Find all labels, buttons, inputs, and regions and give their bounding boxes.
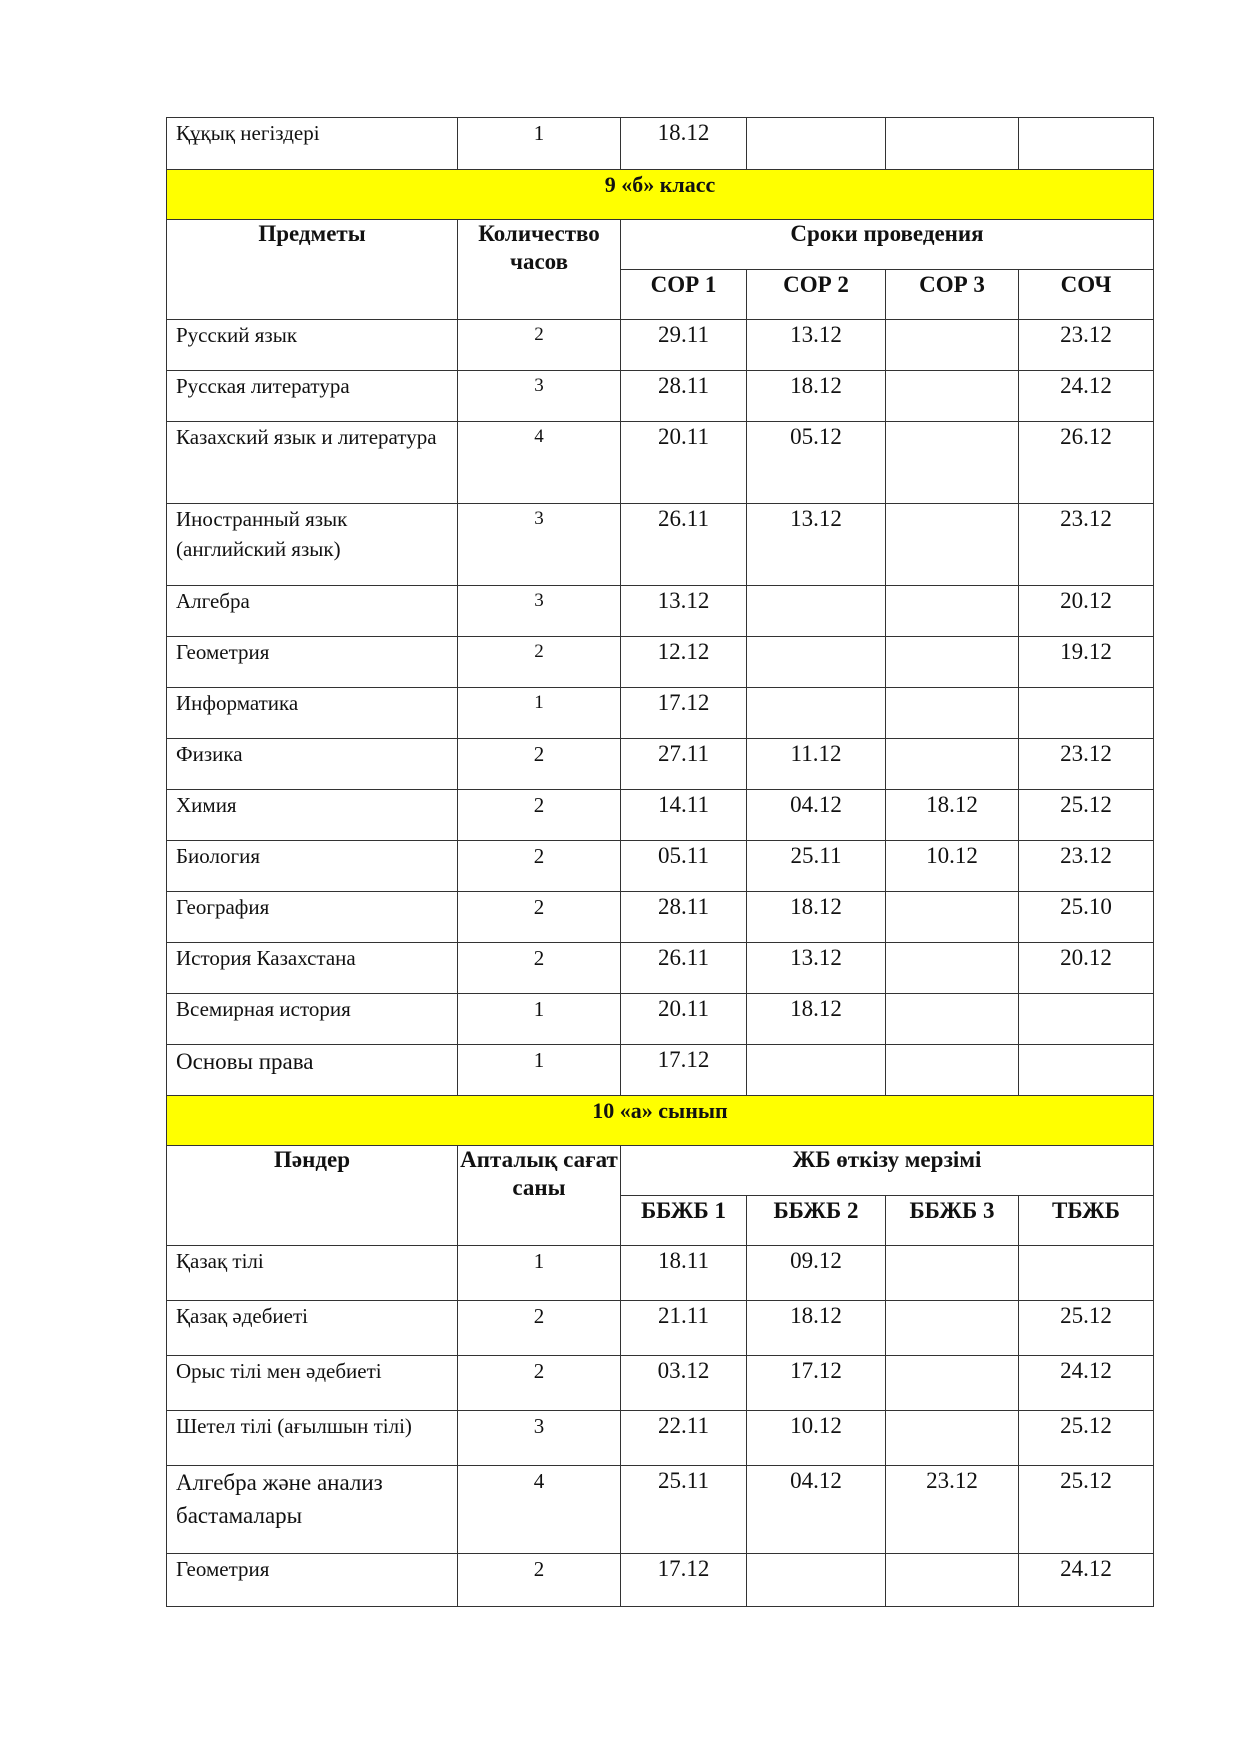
table-row [167, 688, 1154, 739]
date-cell: 17.12 [621, 1045, 747, 1096]
column-header: ББЖБ 3 [886, 1196, 1019, 1246]
date-cell [886, 943, 1019, 994]
hours-cell: 3 [458, 504, 621, 586]
table-row [167, 790, 1154, 841]
date-cell: 24.12 [1019, 371, 1154, 422]
date-cell [886, 371, 1019, 422]
date-cell: 13.12 [747, 504, 886, 586]
date-cell [747, 637, 886, 688]
hours-cell: 2 [458, 320, 621, 371]
date-cell: 13.12 [621, 586, 747, 637]
column-header: СОР 2 [747, 270, 886, 320]
date-cell [747, 586, 886, 637]
date-cell: 05.11 [621, 841, 747, 892]
date-cell [1019, 1045, 1154, 1096]
date-cell [1019, 1246, 1154, 1301]
schedule-table [166, 117, 1154, 1607]
date-cell: 23.12 [886, 1466, 1019, 1554]
date-cell [886, 637, 1019, 688]
date-cell: 13.12 [747, 320, 886, 371]
table-row [167, 118, 1154, 170]
date-cell: 18.11 [621, 1246, 747, 1301]
hours-cell: 1 [458, 1246, 621, 1301]
date-cell [886, 320, 1019, 371]
table-row [167, 739, 1154, 790]
date-cell: 25.11 [747, 841, 886, 892]
hours-cell: 1 [458, 994, 621, 1045]
date-cell: 18.12 [747, 371, 886, 422]
date-cell [747, 688, 886, 739]
subject-cell: Геометрия [167, 637, 458, 688]
date-cell: 25.10 [1019, 892, 1154, 943]
date-cell [1019, 688, 1154, 739]
date-cell: 23.12 [1019, 739, 1154, 790]
date-cell: 18.12 [747, 892, 886, 943]
column-header: СОР 3 [886, 270, 1019, 320]
date-cell: 21.11 [621, 1301, 747, 1356]
date-cell: 10.12 [886, 841, 1019, 892]
date-cell: 17.12 [621, 688, 747, 739]
subject-cell: География [167, 892, 458, 943]
table-row [167, 422, 1154, 504]
date-cell: 25.12 [1019, 1301, 1154, 1356]
hours-header: Апталық сағат саны [458, 1146, 621, 1246]
date-cell: 04.12 [747, 790, 886, 841]
subject-cell: Русский язык [167, 320, 458, 371]
hours-cell: 2 [458, 943, 621, 994]
date-cell: 18.12 [747, 1301, 886, 1356]
table-row [167, 586, 1154, 637]
section-title: 9 «б» класс [167, 170, 1154, 220]
date-cell: 13.12 [747, 943, 886, 994]
date-cell: 25.12 [1019, 1411, 1154, 1466]
hours-cell: 2 [458, 1554, 621, 1607]
date-cell [886, 422, 1019, 504]
date-cell [886, 688, 1019, 739]
date-cell [1019, 994, 1154, 1045]
date-cell: 18.12 [747, 994, 886, 1045]
hours-cell: 2 [458, 1356, 621, 1411]
date-cell: 25.11 [621, 1466, 747, 1554]
hours-cell: 3 [458, 371, 621, 422]
hours-cell: 4 [458, 422, 621, 504]
table-row [167, 994, 1154, 1045]
date-cell [886, 1411, 1019, 1466]
table-row [167, 320, 1154, 371]
date-cell [747, 1554, 886, 1607]
date-cell: 11.12 [747, 739, 886, 790]
date-cell: 18.12 [886, 790, 1019, 841]
table-row [167, 1411, 1154, 1466]
subject-cell: Алгебра және анализ бастамалары [167, 1466, 458, 1554]
date-cell [886, 1554, 1019, 1607]
subject-cell: Химия [167, 790, 458, 841]
table-row [167, 1045, 1154, 1096]
subject-cell: Основы права [167, 1045, 458, 1096]
dates-header: ЖБ өткізу мерзімі [621, 1146, 1154, 1196]
column-header: ББЖБ 2 [747, 1196, 886, 1246]
subject-cell: Алгебра [167, 586, 458, 637]
table-row [167, 1301, 1154, 1356]
date-cell: 04.12 [747, 1466, 886, 1554]
table-row [167, 841, 1154, 892]
date-cell: 20.11 [621, 422, 747, 504]
date-cell: 10.12 [747, 1411, 886, 1466]
subjects-header: Предметы [167, 220, 458, 320]
subject-cell: История Казахстана [167, 943, 458, 994]
subject-cell: Иностранный язык (английский язык) [167, 504, 458, 586]
subject-cell: Биология [167, 841, 458, 892]
date-cell [886, 1301, 1019, 1356]
hours-cell: 1 [458, 118, 621, 170]
date-cell: 20.12 [1019, 943, 1154, 994]
date-cell [886, 739, 1019, 790]
date-cell: 22.11 [621, 1411, 747, 1466]
date-cell [886, 504, 1019, 586]
hours-cell: 3 [458, 586, 621, 637]
table-row [167, 504, 1154, 586]
date-cell [886, 1045, 1019, 1096]
hours-cell: 1 [458, 688, 621, 739]
date-cell [747, 1045, 886, 1096]
subject-cell: Всемирная история [167, 994, 458, 1045]
subject-cell: Құқық негіздері [167, 118, 458, 170]
section-title: 10 «а» сынып [167, 1096, 1154, 1146]
date-cell: 20.12 [1019, 586, 1154, 637]
date-cell: 24.12 [1019, 1356, 1154, 1411]
table-row [167, 1554, 1154, 1607]
hours-cell: 2 [458, 892, 621, 943]
date-cell: 19.12 [1019, 637, 1154, 688]
hours-cell: 2 [458, 790, 621, 841]
table-row [167, 1246, 1154, 1301]
subject-cell: Информатика [167, 688, 458, 739]
subject-cell: Шетел тілі (ағылшын тілі) [167, 1411, 458, 1466]
date-cell [886, 994, 1019, 1045]
date-cell: 09.12 [747, 1246, 886, 1301]
date-cell [886, 1356, 1019, 1411]
subject-cell: Орыс тілі мен әдебиеті [167, 1356, 458, 1411]
date-cell: 17.12 [621, 1554, 747, 1607]
date-cell: 25.12 [1019, 790, 1154, 841]
column-header: СОР 1 [621, 270, 747, 320]
hours-cell: 3 [458, 1411, 621, 1466]
date-cell: 17.12 [747, 1356, 886, 1411]
table-row [167, 1466, 1154, 1554]
subject-cell: Физика [167, 739, 458, 790]
hours-cell: 4 [458, 1466, 621, 1554]
date-cell: 26.11 [621, 943, 747, 994]
table-row [167, 1356, 1154, 1411]
date-cell: 14.11 [621, 790, 747, 841]
date-cell: 28.11 [621, 892, 747, 943]
date-cell: 25.12 [1019, 1466, 1154, 1554]
date-cell: 24.12 [1019, 1554, 1154, 1607]
hours-cell: 2 [458, 637, 621, 688]
subject-cell: Русская литература [167, 371, 458, 422]
date-cell [886, 586, 1019, 637]
hours-cell: 1 [458, 1045, 621, 1096]
date-cell: 26.11 [621, 504, 747, 586]
column-header: ББЖБ 1 [621, 1196, 747, 1246]
date-cell [886, 1246, 1019, 1301]
hours-cell: 2 [458, 841, 621, 892]
date-cell: 27.11 [621, 739, 747, 790]
date-cell: 20.11 [621, 994, 747, 1045]
subjects-header: Пәндер [167, 1146, 458, 1246]
date-cell: 18.12 [621, 118, 747, 170]
date-cell [747, 118, 886, 170]
subject-cell: Казахский язык и литература [167, 422, 458, 504]
date-cell: 05.12 [747, 422, 886, 504]
subject-cell: Геометрия [167, 1554, 458, 1607]
column-header: ТБЖБ [1019, 1196, 1154, 1246]
date-cell [886, 892, 1019, 943]
date-cell: 26.12 [1019, 422, 1154, 504]
date-cell: 12.12 [621, 637, 747, 688]
date-cell [1019, 118, 1154, 170]
hours-header: Количество часов [458, 220, 621, 320]
date-cell: 23.12 [1019, 504, 1154, 586]
dates-header: Сроки проведения [621, 220, 1154, 270]
date-cell: 29.11 [621, 320, 747, 371]
date-cell: 03.12 [621, 1356, 747, 1411]
date-cell: 23.12 [1019, 841, 1154, 892]
column-header: СОЧ [1019, 270, 1154, 320]
subject-cell: Қазақ әдебиеті [167, 1301, 458, 1356]
date-cell [886, 118, 1019, 170]
date-cell: 28.11 [621, 371, 747, 422]
table-row [167, 637, 1154, 688]
date-cell: 23.12 [1019, 320, 1154, 371]
hours-cell: 2 [458, 1301, 621, 1356]
subject-cell: Қазақ тілі [167, 1246, 458, 1301]
table-row [167, 943, 1154, 994]
table-row [167, 371, 1154, 422]
hours-cell: 2 [458, 739, 621, 790]
table-row [167, 892, 1154, 943]
